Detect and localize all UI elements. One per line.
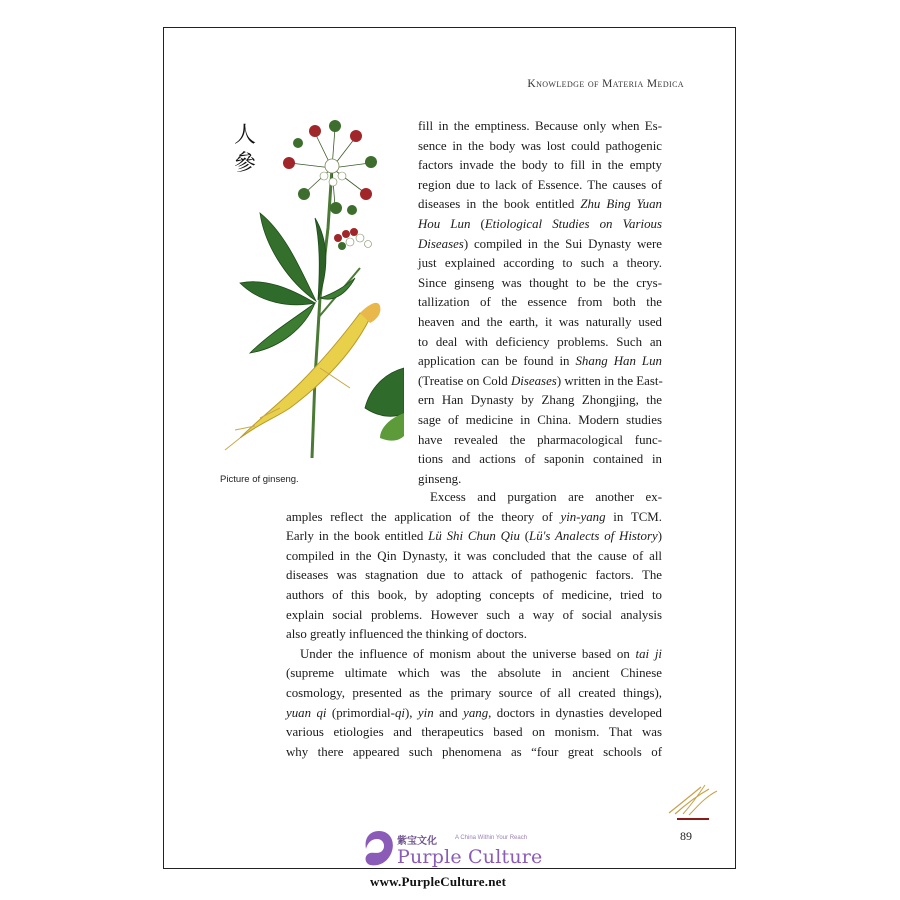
text-line: Under the influence of monism about the universe based on tai ji — [300, 646, 662, 661]
chinese-label: 人參 — [234, 123, 257, 176]
text-line: cosmology, presented as the primary source of all created things), — [286, 685, 662, 700]
text-line: Diseases) compiled in the Sui Dynasty were — [418, 236, 662, 251]
purple-culture-logo-icon — [362, 829, 396, 874]
watermark-chinese: 紫宝文化 — [397, 836, 437, 847]
text-line: to deal with deficiency problems. Such an — [418, 334, 662, 349]
text-line: region due to lack of Essence. The causes of — [418, 177, 662, 192]
text-line: Hou Lun (Etiological Studies on Various — [418, 216, 662, 231]
ginseng-illustration — [220, 118, 404, 467]
text-line: tallization of the essence from both the — [418, 295, 662, 310]
watermark-title: Purple Culture — [397, 846, 543, 868]
text-line: Early in the book entitled Lü Shi Chun Qiu (Lü's Analects of History) — [286, 529, 662, 544]
text-line: Since ginseng was thought to be the crys- — [418, 275, 662, 290]
narrow-column-text — [418, 117, 662, 489]
figure-caption: Picture of ginseng. — [220, 474, 299, 485]
page-number: 89 — [680, 829, 692, 843]
text-line: fill in the emptiness. Because only when Es- — [418, 119, 662, 133]
text-line: diseases was stagnation due to attack of pathogenic factors. The — [286, 568, 662, 583]
text-line: Excess and purgation are another ex- — [430, 490, 662, 504]
wide-column-text — [286, 488, 662, 762]
text-line: factors invade the body to fill in the empty — [418, 158, 662, 173]
text-line: yuan qi (primordial-qi), yin and yang, doctors in dynasties developed — [286, 705, 662, 720]
watermark-tagline: A China Within Your Reach — [455, 835, 528, 841]
text-line: application can be found in Shang Han Lun — [418, 354, 662, 369]
watermark-url: www.PurpleCulture.net — [370, 874, 507, 889]
text-line: (supreme ultimate which was the absolute in ancient Chinese — [286, 666, 662, 681]
text-line: various etiologies and therapeutics based on monism. That was — [286, 725, 662, 740]
text-line: ginseng. — [418, 471, 462, 486]
text-line: authors of this book, by adopting concepts of medicine, tried to — [286, 587, 662, 602]
running-head: Knowledge of Materia Medica — [527, 78, 684, 90]
text-line: just explained according to such a theory. — [418, 256, 662, 271]
text-line: compiled in the Qin Dynasty, it was concluded that the cause of all — [286, 548, 662, 563]
page-corner-ornament — [665, 783, 725, 828]
text-line: amples reflect the application of the theory of yin-yang in TCM. — [286, 509, 662, 524]
text-line: why there appeared such phenomena as “four great schools of — [286, 744, 662, 759]
text-line: sage of medicine in China. Modern studies — [418, 412, 662, 427]
text-line: heaven and the earth, it was naturally used — [418, 314, 662, 329]
text-line: explain social problems. However such a way of social analysis — [286, 607, 662, 622]
text-line: also greatly influenced the thinking of doctors. — [286, 627, 527, 642]
text-line: diseases in the book entitled Zhu Bing Yuan — [418, 197, 662, 212]
text-line: (Treatise on Cold Diseases) written in the East- — [418, 373, 663, 388]
text-line: have revealed the pharmacological func- — [418, 432, 662, 447]
text-line: tions and actions of saponin contained in — [418, 452, 662, 467]
text-line: sence in the body was lost could pathogenic — [418, 138, 662, 153]
text-line: ern Han Dynasty by Zhang Zhongjing, the — [418, 393, 662, 408]
